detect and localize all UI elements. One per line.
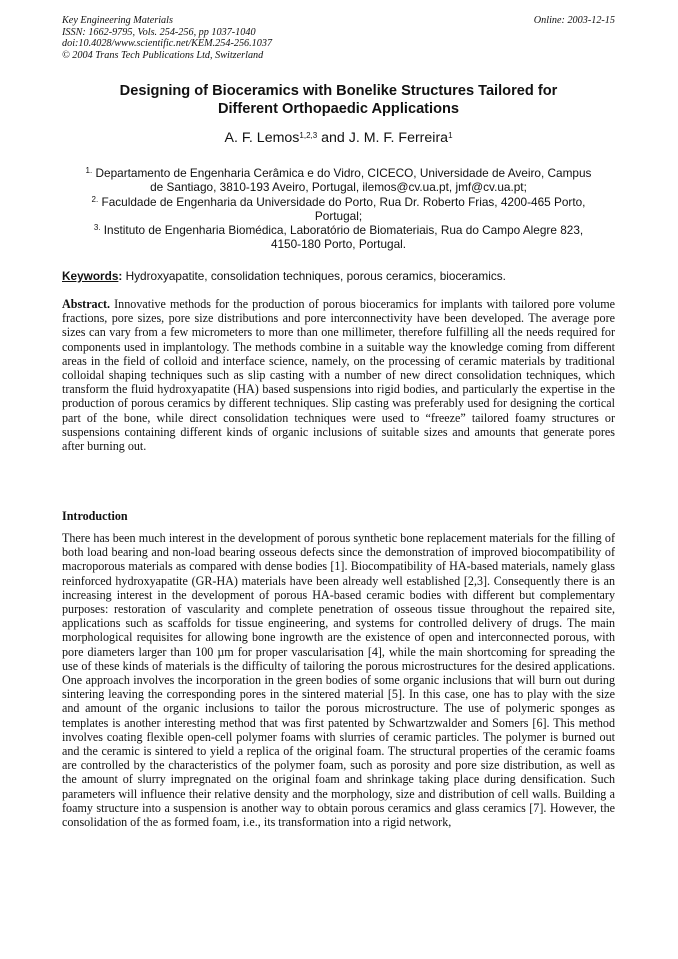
introduction-heading: Introduction [62,509,128,523]
journal-header [62,15,272,61]
author-1-affiliation-marks: 1,2,3 [299,131,318,140]
affiliation-list [62,166,615,252]
affiliation-3 [62,223,615,252]
author-2-affiliation-marks: 1 [448,131,453,140]
abstract-label: Abstract. [62,297,111,311]
journal-name: Key Engineering Materials [62,15,173,26]
affiliation-1-line-1: Departamento de Engenharia Cerâmica e do Vidro, CICECO, Universidade de Aveiro, Campus [95,166,592,180]
affiliation-1-mark: 1. [85,166,93,175]
author-2-name: and J. M. F. Ferreira [317,130,449,146]
author-1-name: A. F. Lemos [224,130,300,146]
affiliation-2-mark: 2. [91,194,99,204]
keywords-colon: : [118,269,123,283]
introduction-text: There has been much interest in the development of porous synthetic bone replacement materials for the filling of both load bearing and non-load bearing osseous defects since the demonstration of improved biocompatibility of macroporous materials as compared with dense bodies [1]. Biocompatibility of HA-based materials, namely glass reinforced hydroxyapatite (GR-HA) materials have been already well established [2,3]. Consequently there is an increasing interest in the development of porous HA-based ceramic bodies with different but complementary purposes: restoration of vascularity and complete penetration of osseous tissue throughout the repaired site, applications such as scaffolds for tissue engineering, and systems for controlled delivery of drugs. The main morphological requisites for allowing bone ingrowth are the existence of open and interconnected porous, with pore diameters larger than 100 µm for proper vascularisation [4], while the main shortcoming for spreading the use of these kinds of materials is the difficulty of tailoring the porous microstructures for the desired applications. One approach involves the incorporation in the green bodies of some organic inclusions that will burn out during sintering leaving the corresponding pores in the sintered material [5]. In this case, one has to play with the size and amount of the organic inclusions to tailor the porous microstructure. The use of polymeric sponges as templates is another interesting method that was first patented by Schwartzwalder and Somers [6]. This method involves coating flexible open-cell polymer foams with slurries of ceramic particles. The polymer is burned out and the ceramic is sintered to yield a replica of the original foam. The structural properties of the ceramic foams are controlled by the characteristics of the polymer foam, such as porosity and pore size distribution, as well as the amount of slurry impregnated on the original foam and shrinkage taking place during densification. Such parameters will influence their relative density and the morphology, size and distribution of cell walls. Building a foamy structure into a suspension is another way to obtain porous ceramics and glass ceramics [7]. However, the consolidation of the as formed foam, i.e., its transformation into a rigid network, [62,531,615,830]
keywords [62,269,615,283]
online-date: Online: 2003-12-15 [533,15,615,26]
affiliation-3-line-2: 4150-180 Porto, Portugal. [270,237,407,252]
keywords-label: Keywords [62,269,119,283]
affiliation-3-mark: 3. [93,223,101,233]
author-list [62,129,615,147]
journal-copyright: © 2004 Trans Tech Publications Ltd, Switzerland [62,49,264,61]
affiliation-2-line-2: Portugal; [314,208,363,223]
affiliation-3-line-1: Instituto de Engenharia Biomédica, Laboratório de Biomateriais, Rua do Campo Alegre 823, [103,223,584,238]
abstract [62,297,615,453]
title-line-2: Different Orthopaedic Applications [217,101,460,117]
affiliation-2 [62,195,615,224]
paper-title [62,82,615,118]
affiliation-1 [62,166,615,195]
affiliation-2-line-1: Faculdade de Engenharia da Universidade do Porto, Rua Dr. Roberto Frias, 4200-465 Porto, [101,194,586,209]
journal-doi: doi:10.4028/www.scientific.net/KEM.254-256.1037 [62,38,273,50]
keywords-text: Hydroxyapatite, consolidation techniques, porous ceramics, bioceramics. [122,269,506,283]
title-line-1: Designing of Bioceramics with Bonelike Structures Tailored for [119,83,558,99]
abstract-text: Innovative methods for the production of porous bioceramics for implants with tailored pore volume fractions, pore sizes, pore size distributions and pore interconnectivity have been developed. The average pore sizes can vary from a few micrometers to more than one millimeter, therefore fulfilling all the needs required for components used in implantology. The methods combine in a suitable way the knowledge coming from different areas in the field of colloid and interface science, namely, on the processing of ceramic materials by traditional colloidal shaping techniques such as slip casting with a number of new direct consolidation techniques, which transform the fluid hydroxyapatite (HA) based suspensions into rigid bodies, and particularly the expertise in the production of porous ceramics by different techniques. Slip casting was preferably used for designing the cortical part of the bone, while direct consolidation techniques were used to “freeze” tailored foamy structures or suspensions containing different kinds of organic inclusions of suitable sizes and amounts that generate pores after burning out. [62,297,615,454]
journal-issn: ISSN: 1662-9795, Vols. 254-256, pp 1037-1040 [62,26,256,38]
affiliation-1-line-2: de Santiago, 3810-193 Aveiro, Portugal, ilemos@cv.ua.pt, jmf@cv.ua.pt; [150,180,527,195]
